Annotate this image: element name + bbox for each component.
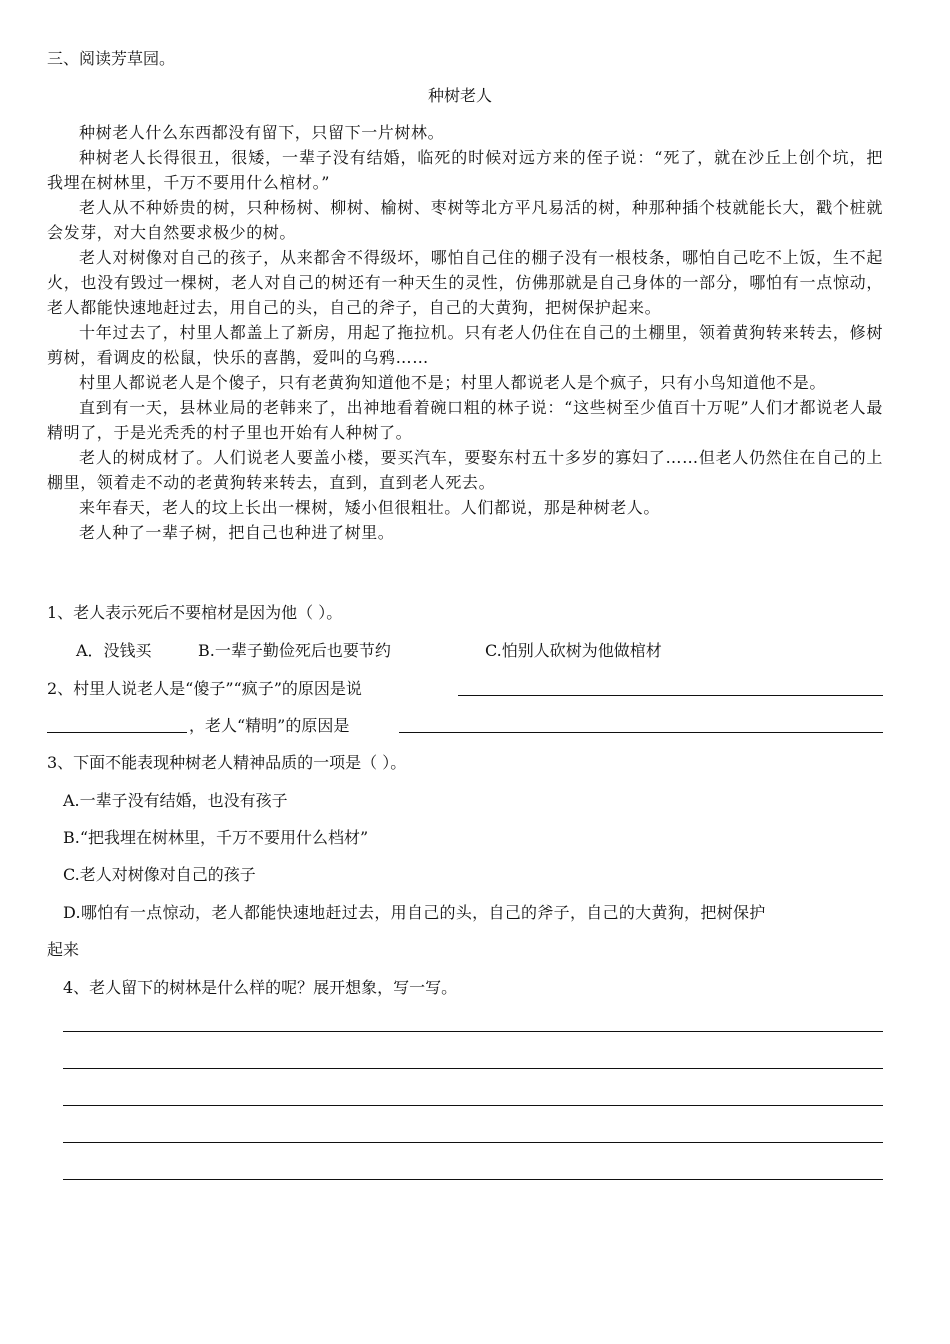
question-4: 4、老人留下的树林是什么样的呢？展开想象，写一写。: [63, 978, 458, 997]
q2-answer-line-2[interactable]: [47, 732, 187, 733]
q2-answer-line-3[interactable]: [399, 732, 883, 733]
story-paragraph: 来年春天，老人的坟上长出一棵树，矮小但很粗壮。人们都说，那是种树老人。: [79, 498, 661, 517]
story-paragraph: 村里人都说老人是个傻子，只有老黄狗知道他不是；村里人都说老人是个疯子，只有小鸟知道他不是。: [79, 373, 827, 392]
q1-option-a: A．没钱买: [76, 641, 152, 660]
q1-option-c: C.怕别人砍树为他做棺材: [485, 641, 662, 660]
q2-answer-line-1[interactable]: [458, 695, 883, 696]
story-paragraph: 老人的树成材了。人们说老人要盖小楼，要买汽车，要娶东村五十多岁的寡妇了……但老人仍然住在自己的上棚里，领着走不动的老黄狗转来转去，直到，直到老人死去。: [47, 448, 883, 492]
q4-writing-line[interactable]: [63, 1031, 883, 1032]
q4-writing-line[interactable]: [63, 1142, 883, 1143]
question-1: 1、老人表示死后不要棺材是因为他（ ）。: [47, 603, 343, 622]
q3-option-a: A.一辈子没有结婚，也没有孩子: [63, 791, 288, 810]
q3-option-c: C.老人对树像对自己的孩子: [63, 865, 256, 884]
story-paragraph: 种树老人长得很丑，很矮，一辈子没有结婚，临死的时候对远方来的侄子说：“死了，就在沙丘上创个坑，把我埋在树林里，千万不要用什么棺材。”: [47, 148, 883, 192]
story-paragraph: 老人从不种娇贵的树，只种杨树、柳树、榆树、枣树等北方平凡易活的树，种那种插个枝就能长大，戳个桩就会发芽，对大自然要求极少的树。: [47, 198, 883, 242]
story-paragraph: 老人对树像对自己的孩子，从来都舍不得级坏，哪怕自己住的棚子没有一根枝条，哪怕自己吃不上饭，生不起火，也没有毁过一棵树，老人对自己的树还有一种天生的灵性，仿佛那就是自己身体的一部分，哪怕有一点惊动，老人都能快速地赶过去，用自己的头，自己的斧子，自己的大黄狗，把树保护起来。: [47, 248, 883, 317]
q3-option-d-continued: 起来: [47, 940, 80, 959]
question-2-part-2: ，老人“精明”的原因是: [189, 716, 350, 735]
question-2-part-1: 2、村里人说老人是“傻子”“疯子”的原因是说: [47, 679, 362, 698]
section-title: 三、阅读芳草园。: [47, 49, 176, 68]
q4-writing-line[interactable]: [63, 1068, 883, 1069]
story-paragraph: 直到有一天，县林业局的老韩来了，出神地看着碗口粗的林子说：“这些树至少值百十万呢”人们才都说老人最精明了，于是光秃秃的村子里也开始有人种树了。: [47, 398, 883, 442]
q4-writing-line[interactable]: [63, 1105, 883, 1106]
q1-option-b: B.一辈子勤俭死后也要节约: [198, 641, 391, 660]
story-paragraph: 老人种了一辈子树，把自己也种进了树里。: [79, 523, 395, 542]
story-text: [47, 120, 883, 545]
q4-writing-line[interactable]: [63, 1179, 883, 1180]
q3-option-b: B.“把我埋在树林里，千万不要用什么档材”: [63, 828, 369, 847]
story-paragraph: 十年过去了，村里人都盖上了新房，用起了拖拉机。只有老人仍住在自己的土棚里，领着黄狗转来转去，修树剪树，看调皮的松鼠，快乐的喜鹊，爱叫的乌鸦……: [47, 323, 883, 367]
q3-option-d: D.哪怕有一点惊动，老人都能快速地赶过去，用自己的头，自己的斧子，自己的大黄狗，把树保护: [63, 903, 766, 922]
question-3: 3、下面不能表现种树老人精神品质的一项是（ ）。: [47, 753, 407, 772]
story-title: 种树老人: [427, 86, 492, 105]
story-paragraph: 种树老人什么东西都没有留下，只留下一片树林。: [79, 123, 445, 142]
